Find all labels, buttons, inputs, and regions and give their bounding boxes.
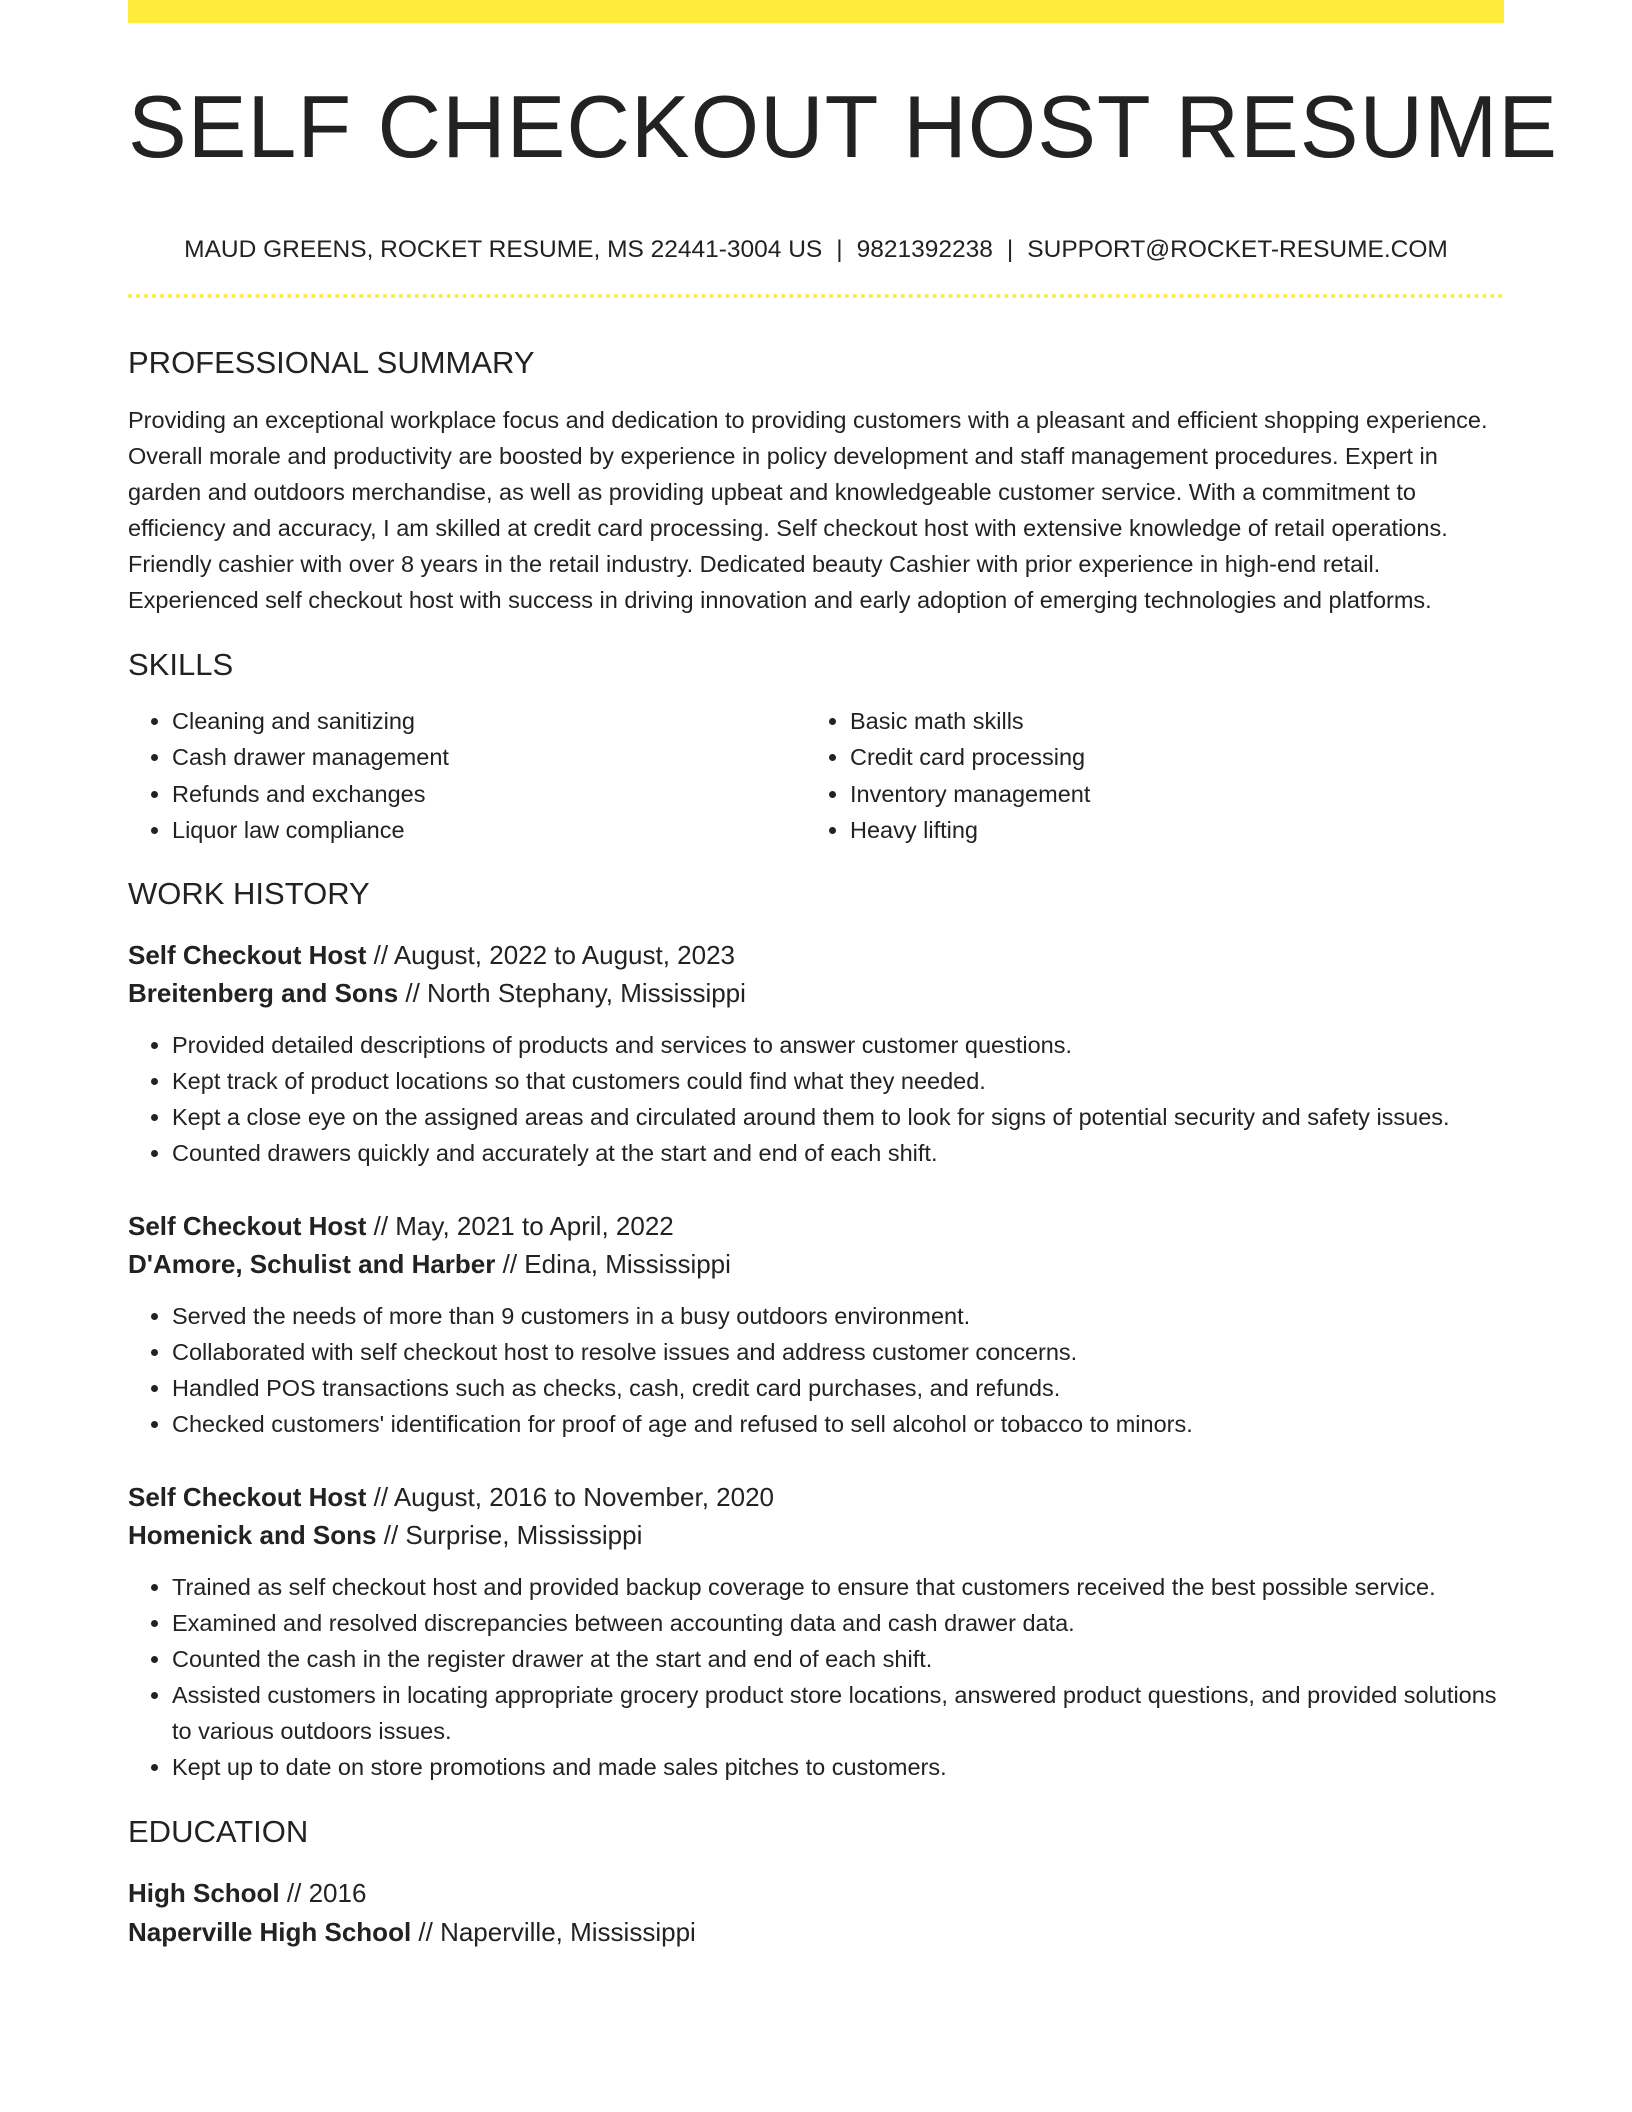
- skill-item: • Liquor law compliance: [172, 812, 806, 849]
- resume-page: [128, 0, 1558, 1951]
- job-location: // North Stephany, Mississippi: [398, 978, 746, 1009]
- job-dates: // August, 2016 to November, 2020: [366, 1481, 774, 1512]
- education-entry: [128, 1874, 1504, 1951]
- contact-address: MAUD GREENS, ROCKET RESUME, MS 22441-3004 US: [184, 236, 823, 263]
- job-bullet: • Counted the cash in the register drawer at the start and end of each shift.: [172, 1641, 1504, 1677]
- skills-column-left: [128, 703, 806, 849]
- job-entry: [128, 1207, 1504, 1442]
- job-title-line: [128, 1478, 1504, 1517]
- skill-item: • Cleaning and sanitizing: [172, 703, 806, 740]
- contact-separator: |: [836, 236, 843, 263]
- job-company: Homenick and Sons: [128, 1520, 377, 1551]
- job-bullet: • Kept up to date on store promotions and made sales pitches to customers.: [172, 1749, 1504, 1785]
- job-location: // Edina, Mississippi: [495, 1249, 731, 1280]
- education-degree: High School: [128, 1878, 280, 1909]
- job-bullets: [128, 1298, 1504, 1442]
- job-bullet: • Counted drawers quickly and accurately at the start and end of each shift.: [172, 1135, 1504, 1171]
- education-school: Naperville High School: [128, 1916, 412, 1947]
- job-bullets: [128, 1569, 1504, 1785]
- education-school-line: [128, 1913, 1504, 1952]
- job-bullet: • Examined and resolved discrepancies between accounting data and cash drawer data.: [172, 1605, 1504, 1641]
- summary-heading: PROFESSIONAL SUMMARY: [128, 345, 535, 381]
- job-bullet: • Assisted customers in locating appropriate grocery product store locations, answered product questions, and provided solutions to various outdoors issues.: [172, 1677, 1504, 1749]
- job-bullets: [128, 1027, 1504, 1171]
- job-bullet: • Provided detailed descriptions of products and services to answer customer questions.: [172, 1027, 1504, 1063]
- contact-separator: |: [1006, 236, 1014, 263]
- skill-item: • Basic math skills: [850, 703, 1484, 740]
- skills-column-right: [806, 703, 1484, 849]
- top-accent-bar: [128, 0, 1504, 23]
- skills-heading: SKILLS: [128, 646, 234, 682]
- education-location: // Naperville, Mississippi: [411, 1916, 696, 1947]
- education-year: // 2016: [279, 1878, 367, 1909]
- dotted-divider: [128, 294, 1504, 298]
- job-title-line: [128, 1207, 1504, 1246]
- job-company-line: [128, 1516, 1504, 1555]
- skill-item: • Cash drawer management: [172, 739, 806, 776]
- job-title-line: [128, 936, 1504, 975]
- summary-text: Providing an exceptional workplace focus and dedication to providing customers with a pleasant and efficient shopping experience. Overall morale and productivity are boosted by experience in policy development and staff management procedures. Expert in garden and outdoors merchandise, as well as providing upbeat and knowledgeable customer service. With a commitment to efficiency and accuracy, I am skilled at credit card processing. Self checkout host with extensive knowledge of retail operations. Friendly cashier with over 8 years in the retail industry. Dedicated beauty Cashier with prior experience in high-end retail. Experienced self checkout host with success in driving innovation and early adoption of emerging technologies and platforms.: [128, 406, 1488, 613]
- job-location: // Surprise, Mississippi: [376, 1520, 643, 1551]
- skill-item: • Refunds and exchanges: [172, 776, 806, 813]
- job-entry: [128, 1478, 1504, 1785]
- resume-title: SELF CHECKOUT HOST RESUME: [128, 77, 1558, 176]
- job-bullet: • Checked customers' identification for proof of age and refused to sell alcohol or tobacco to minors.: [172, 1406, 1504, 1442]
- job-bullet: • Collaborated with self checkout host to resolve issues and address customer concerns.: [172, 1334, 1504, 1370]
- education-heading: EDUCATION: [128, 1813, 309, 1849]
- job-bullet: • Trained as self checkout host and provided backup coverage to ensure that customers received the best possible service.: [172, 1569, 1504, 1605]
- job-entry: [128, 936, 1504, 1171]
- job-dates: // August, 2022 to August, 2023: [366, 939, 735, 970]
- job-title: Self Checkout Host: [128, 1210, 367, 1241]
- work-history-heading: WORK HISTORY: [128, 875, 370, 911]
- job-company: D'Amore, Schulist and Harber: [128, 1249, 496, 1280]
- skill-item: • Heavy lifting: [850, 812, 1484, 849]
- contact-email: SUPPORT@ROCKET-RESUME.COM: [1027, 236, 1448, 263]
- job-company-line: [128, 974, 1504, 1013]
- skills-list: [128, 703, 1504, 849]
- job-bullet: • Handled POS transactions such as checks, cash, credit card purchases, and refunds.: [172, 1370, 1504, 1406]
- skill-item: • Inventory management: [850, 776, 1484, 813]
- job-bullet: • Served the needs of more than 9 customers in a busy outdoors environment.: [172, 1298, 1504, 1334]
- contact-phone: 9821392238: [856, 236, 993, 263]
- education-degree-line: [128, 1874, 1504, 1913]
- job-title: Self Checkout Host: [128, 939, 367, 970]
- job-company-line: [128, 1245, 1504, 1284]
- job-dates: // May, 2021 to April, 2022: [366, 1210, 674, 1241]
- job-title: Self Checkout Host: [128, 1481, 367, 1512]
- job-company: Breitenberg and Sons: [128, 978, 399, 1009]
- job-bullet: • Kept track of product locations so that customers could find what they needed.: [172, 1063, 1504, 1099]
- job-bullet: • Kept a close eye on the assigned areas and circulated around them to look for signs of potential security and safety issues.: [172, 1099, 1504, 1135]
- contact-line: [128, 235, 1504, 264]
- skill-item: • Credit card processing: [850, 739, 1484, 776]
